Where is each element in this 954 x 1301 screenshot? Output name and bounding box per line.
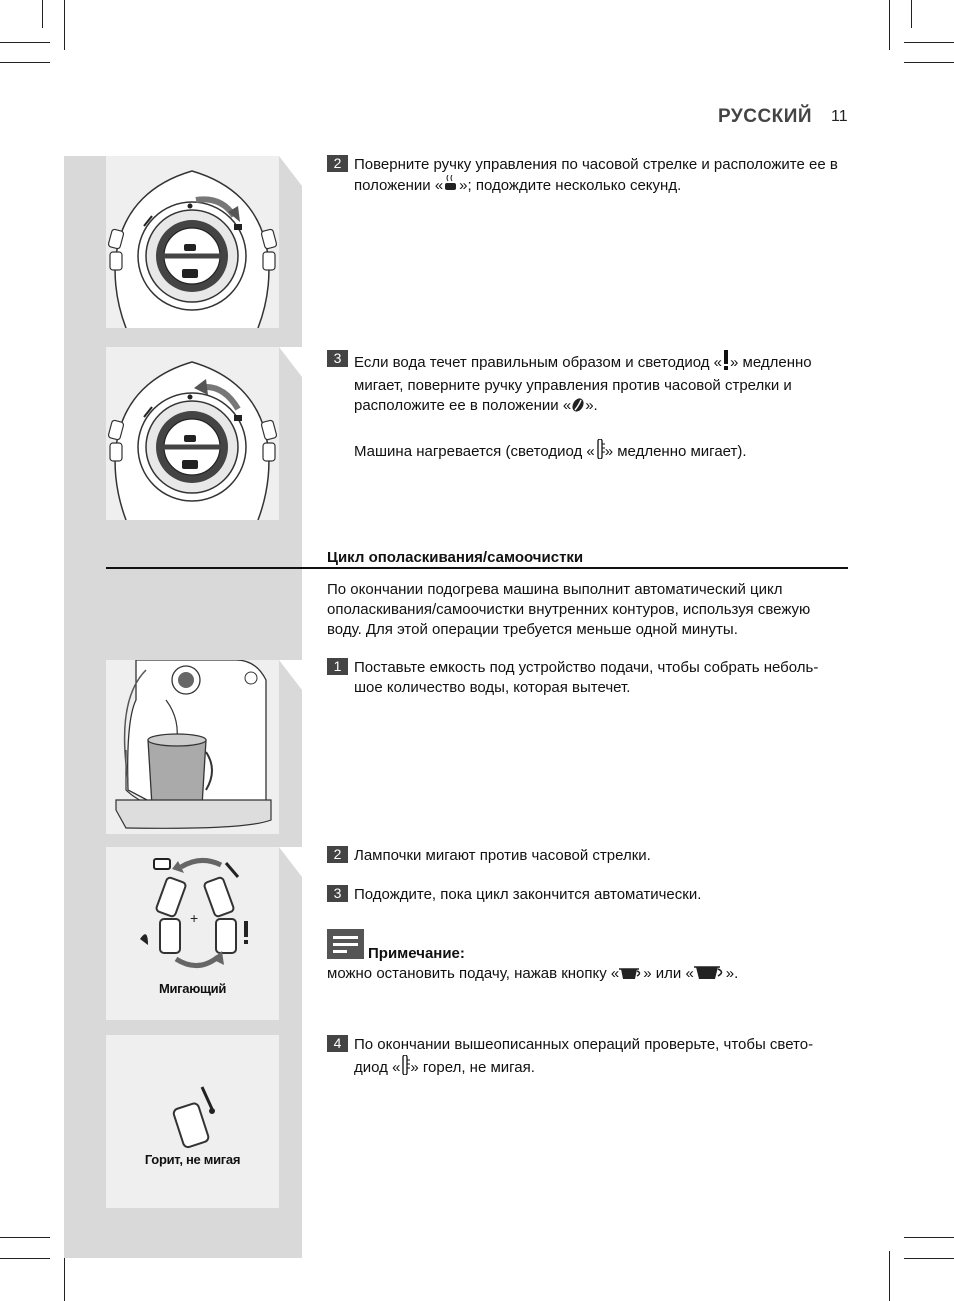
thermometer-icon — [400, 1055, 410, 1081]
crop-mark — [889, 0, 890, 50]
step-3-bottom — [327, 885, 847, 905]
crop-mark — [0, 62, 50, 63]
coffee-bean-icon — [571, 397, 585, 419]
step-4-bottom — [327, 1035, 847, 1076]
section-title: Цикл ополаскивания/самоочистки — [327, 549, 584, 566]
step-number: 4 — [327, 1035, 348, 1052]
large-cup-icon — [694, 965, 726, 987]
step-text-part: »; подождите несколько секунд. — [459, 177, 682, 194]
crop-mark — [904, 42, 954, 43]
crop-mark — [911, 0, 912, 28]
crop-mark — [904, 1258, 954, 1259]
step-text: Поставьте емкость под устройство подачи, чтобы собрать неболь-шое количество воды, которая вытечет. — [354, 659, 819, 696]
step-number: 2 — [327, 846, 348, 863]
steam-cup-icon — [443, 175, 459, 199]
step-subtext: » медленно мигает). — [604, 443, 747, 460]
crop-mark — [64, 1251, 65, 1301]
crop-mark — [64, 0, 65, 50]
crop-mark — [889, 1251, 890, 1301]
section-divider — [106, 567, 848, 569]
step-number: 3 — [327, 350, 348, 367]
step-text-part: » горел, не мигая. — [410, 1059, 535, 1076]
crop-mark — [904, 1237, 954, 1238]
step-text-part: По окончании вышеописанных операций проверьте, чтобы свето-диод « — [354, 1036, 814, 1076]
note-title: Примечание: — [368, 945, 465, 962]
caption-blinking: Мигающий — [158, 981, 227, 996]
step-text-part: » медленно мигает, поверните ручку управления против часовой стрелки и расположите ее в положении « — [354, 354, 812, 414]
note-text — [327, 964, 847, 987]
note-icon — [327, 929, 364, 959]
step-text — [354, 350, 849, 465]
step-text: Подождите, пока цикл закончится автоматически. — [354, 886, 702, 903]
svg-text:+: + — [190, 910, 199, 926]
figure-dial-clockwise — [106, 156, 279, 328]
step-number: 3 — [327, 885, 348, 902]
note-text-part: можно остановить подачу, нажав кнопку « — [327, 965, 620, 982]
crop-mark — [0, 1258, 50, 1259]
figure-steady-light — [106, 1035, 279, 1208]
step-2-top — [327, 155, 847, 194]
step-number: 1 — [327, 658, 348, 675]
crop-mark — [42, 0, 43, 28]
step-text-part: Если вода течет правильным образом и светодиод « — [354, 354, 723, 371]
crop-mark — [0, 1237, 50, 1238]
step-2-bottom — [327, 846, 847, 866]
crop-mark — [904, 62, 954, 63]
step-number: 2 — [327, 155, 348, 172]
caption-steady: Горит, не мигая — [144, 1152, 241, 1167]
step-1-bottom — [327, 658, 847, 696]
language-label: РУССКИЙ — [718, 106, 813, 127]
small-cup-icon — [619, 967, 643, 987]
thermometer-icon — [595, 439, 605, 465]
page-number: 11 — [831, 108, 848, 125]
step-subtext: Машина нагревается (светодиод « — [354, 443, 595, 460]
step-text — [354, 1035, 844, 1081]
note-text-part: ». — [725, 965, 739, 982]
note-text-part: » или « — [643, 965, 694, 982]
step-text: Лампочки мигают против часовой стрелки. — [354, 847, 651, 864]
warning-exclamation-icon — [722, 350, 730, 376]
step-3-top — [327, 350, 847, 460]
step-text-part: ». — [585, 397, 598, 414]
step-text-part: Поверните ручку управления по часовой стрелке и расположите ее в положении « — [354, 156, 838, 194]
section-intro: По окончании подогрева машина выполнит автоматический цикл ополаскивания/самоочистки внутренних контуров, используя свежую воду. Для этой операции требуется меньше одной минуты. — [327, 581, 811, 638]
crop-mark — [0, 42, 50, 43]
figure-machine-with-jug — [106, 660, 279, 834]
figure-dial-counterclockwise — [106, 347, 279, 520]
step-text — [354, 155, 849, 199]
